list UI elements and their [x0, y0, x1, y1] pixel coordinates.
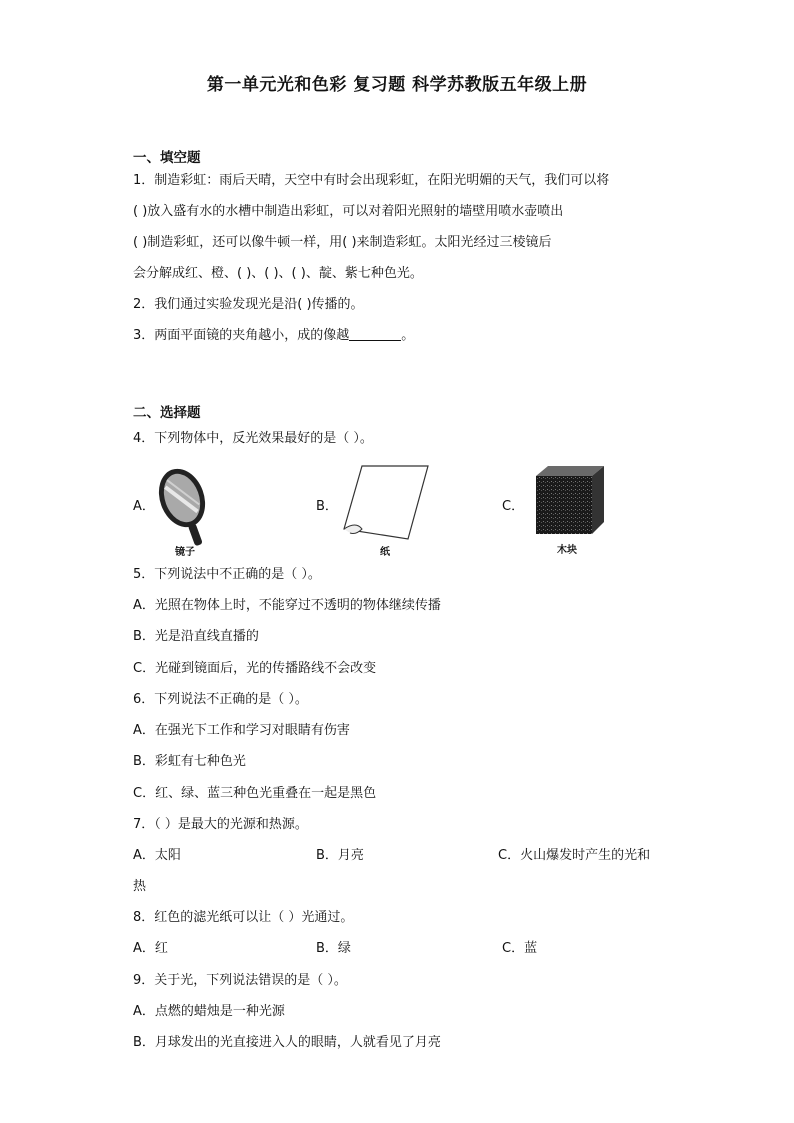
question-6: 6．下列说法不正确的是（ ）。 — [133, 692, 308, 707]
wood-block-image — [530, 464, 608, 536]
section-fill-blank-heading: 一、填空题 — [133, 150, 201, 166]
answer-blank — [349, 328, 401, 341]
question-5: 5．下列说法中不正确的是（ ）。 — [133, 567, 321, 582]
section-choice-heading: 二、选择题 — [133, 405, 201, 421]
question-8: 8．红色的滤光纸可以让（ ）光通过。 — [133, 910, 354, 925]
q5-option-b: B．光是沿直线直播的 — [133, 629, 259, 644]
mirror-caption: 镜子 — [175, 547, 195, 558]
question-3-end: 。 — [401, 328, 415, 343]
q1-line-3: ( )制造彩虹，还可以像牛顿一样，用( )来制造彩虹。太阳光经过三棱镜后 — [133, 235, 552, 250]
question-3 — [133, 327, 414, 345]
q1-line-1: 1．制造彩虹：雨后天晴，天空中有时会出现彩虹，在阳光明媚的天气，我们可以将 — [133, 173, 610, 188]
q9-option-a: A．点燃的蜡烛是一种光源 — [133, 1004, 285, 1019]
q7-option-b: B．月亮 — [316, 848, 364, 863]
q7-option-c: C．火山爆发时产生的光和 — [498, 848, 651, 863]
page-title: 第一单元光和色彩 复习题 科学苏教版五年级上册 — [206, 75, 588, 95]
q7-option-c-continued: 热 — [133, 879, 147, 894]
q8-option-b: B．绿 — [316, 941, 351, 956]
paper-image — [340, 463, 432, 543]
q4-option-b-label: B． — [316, 499, 338, 514]
q5-option-a: A．光照在物体上时，不能穿过不透明的物体继续传播 — [133, 598, 441, 613]
q6-option-c: C．红、绿、蓝三种色光重叠在一起是黑色 — [133, 786, 377, 801]
question-4: 4．下列物体中，反光效果最好的是（ ）。 — [133, 431, 373, 446]
q1-line-4: 会分解成红、橙、( )、( )、( )、靛、紫七种色光。 — [133, 266, 423, 281]
q4-option-a-label: A． — [133, 499, 155, 514]
q5-option-c: C．光碰到镜面后，光的传播路线不会改变 — [133, 661, 377, 676]
wood-block-caption: 木块 — [557, 545, 577, 556]
question-9: 9．关于光，下列说法错误的是（ ）。 — [133, 973, 347, 988]
question-3-text: 3．两面平面镜的夹角越小，成的像越 — [133, 328, 350, 343]
question-7: 7．（ ）是最大的光源和热源。 — [133, 817, 308, 832]
q7-option-a: A．太阳 — [133, 848, 181, 863]
mirror-image — [152, 460, 232, 556]
q6-option-a: A．在强光下工作和学习对眼睛有伤害 — [133, 723, 350, 738]
paper-caption: 纸 — [380, 547, 390, 558]
question-2: 2．我们通过实验发现光是沿( )传播的。 — [133, 297, 364, 312]
q6-option-b: B．彩虹有七种色光 — [133, 754, 246, 769]
q8-option-a: A．红 — [133, 941, 168, 956]
q1-line-2: ( )放入盛有水的水槽中制造出彩虹，可以对着阳光照射的墙壁用喷水壶喷出 — [133, 204, 564, 219]
q8-option-c: C．蓝 — [502, 941, 538, 956]
q4-option-c-label: C． — [502, 499, 525, 514]
q9-option-b: B．月球发出的光直接进入人的眼睛，人就看见了月亮 — [133, 1035, 441, 1050]
